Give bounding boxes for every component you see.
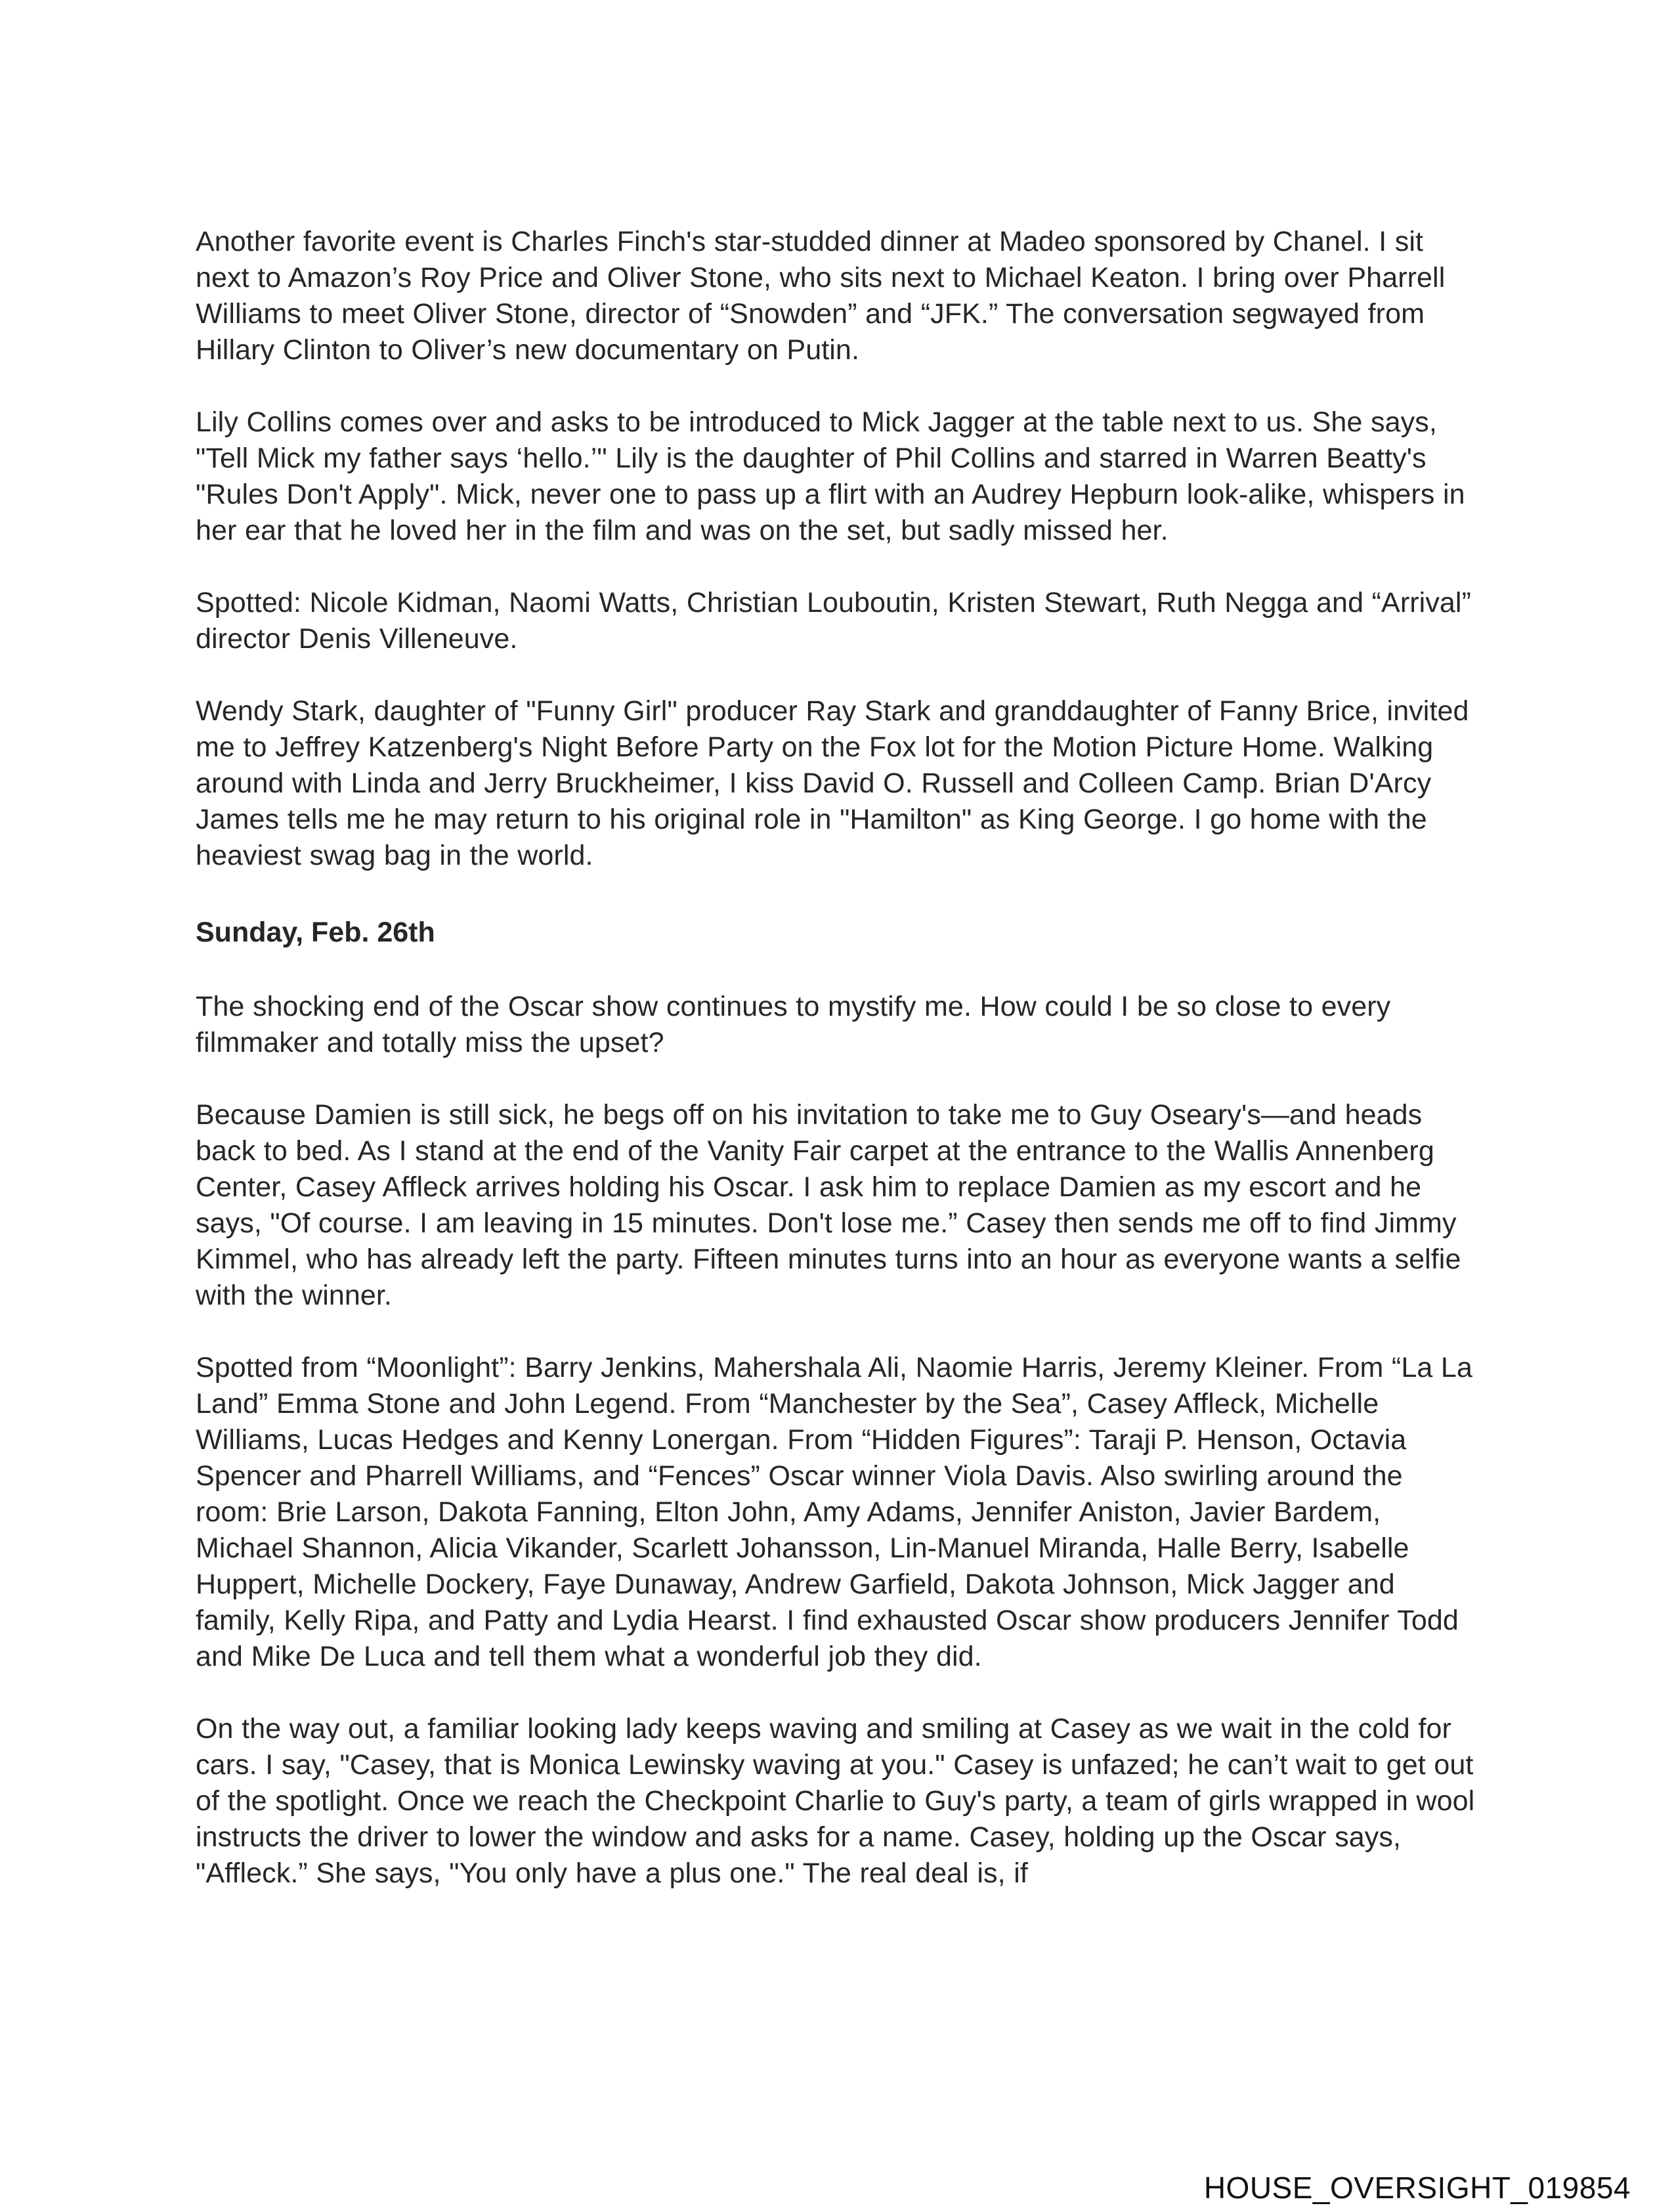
document-body bbox=[196, 224, 1476, 1928]
paragraph-spotted-list: Spotted: Nicole Kidman, Naomi Watts, Christian Louboutin, Kristen Stewart, Ruth Negga and “Arrival” director Denis Villeneuve. bbox=[196, 587, 1472, 655]
bates-number: HOUSE_OVERSIGHT_019854 bbox=[1203, 2171, 1631, 2205]
paragraph-casey-affleck-escort: Because Damien is still sick, he begs off on his invitation to take me to Guy Oseary's—and heads back to bed. As I stand at the end of the Vanity Fair carpet at the entrance to the Wallis Annenberg Center, Casey Affleck arrives holding his Oscar. I ask him to replace Damien as my escort and he says, "Of course. I am leaving in 15 minutes. Don't lose me.” Casey then sends me off to find Jimmy Kimmel, who has already left the party. Fifteen minutes turns into an hour as everyone wants a selfie with the winner. bbox=[196, 1099, 1461, 1311]
section-heading-sunday-feb-26th: Sunday, Feb. 26th bbox=[196, 917, 435, 948]
paragraph-lily-collins: Lily Collins comes over and asks to be introduced to Mick Jagger at the table next to us. She says, "Tell Mick my father says ‘hello.’" Lily is the daughter of Phil Collins and starred in Warren Beatty's "Rules Don't Apply". Mick, never one to pass up a flirt with an Audrey Hepburn look-alike, whispers in her ear that he loved her in the film and was on the set, but sadly missed her. bbox=[196, 406, 1465, 546]
paragraph-wendy-stark: Wendy Stark, daughter of "Funny Girl" producer Ray Stark and granddaughter of Fanny Brice, invited me to Jeffrey Katzenberg's Night Before Party on the Fox lot for the Motion Picture Home. Walking around with Linda and Jerry Bruckheimer, I kiss David O. Russell and Colleen Camp. Brian D'Arcy James tells me he may return to his original role in "Hamilton" as King George. I go home with the heaviest swag bag in the world. bbox=[196, 695, 1469, 871]
paragraph-oscar-upset: The shocking end of the Oscar show continues to mystify me. How could I be so close to every filmmaker and totally miss the upset? bbox=[196, 991, 1391, 1058]
paragraph-finch-dinner: Another favorite event is Charles Finch's star-studded dinner at Madeo sponsored by Chanel. I sit next to Amazon’s Roy Price and Oliver Stone, who sits next to Michael Keaton. I bring over Pharrell Williams to meet Oliver Stone, director of “Snowden” and “JFK.” The conversation segwayed from Hillary Clinton to Oliver’s new documentary on Putin. bbox=[196, 226, 1446, 366]
paragraph-spotted-moonlight: Spotted from “Moonlight”: Barry Jenkins, Mahershala Ali, Naomie Harris, Jeremy Kleiner. From “La La Land” Emma Stone and John Legend. From “Manchester by the Sea”, Casey Affleck, Michelle Williams, Lucas Hedges and Kenny Lonergan. From “Hidden Figures”: Taraji P. Henson, Octavia Spencer and Pharrell Williams, and “Fences” Oscar winner Viola Davis. Also swirling around the room: Brie Larson, Dakota Fanning, Elton John, Amy Adams, Jennifer Aniston, Javier Bardem, Michael Shannon, Alicia Vikander, Scarlett Johansson, Lin-Manuel Miranda, Halle Berry, Isabelle Huppert, Michelle Dockery, Faye Dunaway, Andrew Garfield, Dakota Johnson, Mick Jagger and family, Kelly Ripa, and Patty and Lydia Hearst. I find exhausted Oscar show producers Jennifer Todd and Mike De Luca and tell them what a wonderful job they did. bbox=[196, 1352, 1472, 1672]
paragraph-on-the-way-out: On the way out, a familiar looking lady keeps waving and smiling at Casey as we wait in the cold for cars. I say, "Casey, that is Monica Lewinsky waving at you." Casey is unfazed; he can’t wait to get out of the spotlight. Once we reach the Checkpoint Charlie to Guy's party, a team of girls wrapped in wool instructs the driver to lower the window and asks for a name. Casey, holding up the Oscar says, "Affleck.” She says, "You only have a plus one." The real deal is, if bbox=[196, 1713, 1475, 1889]
